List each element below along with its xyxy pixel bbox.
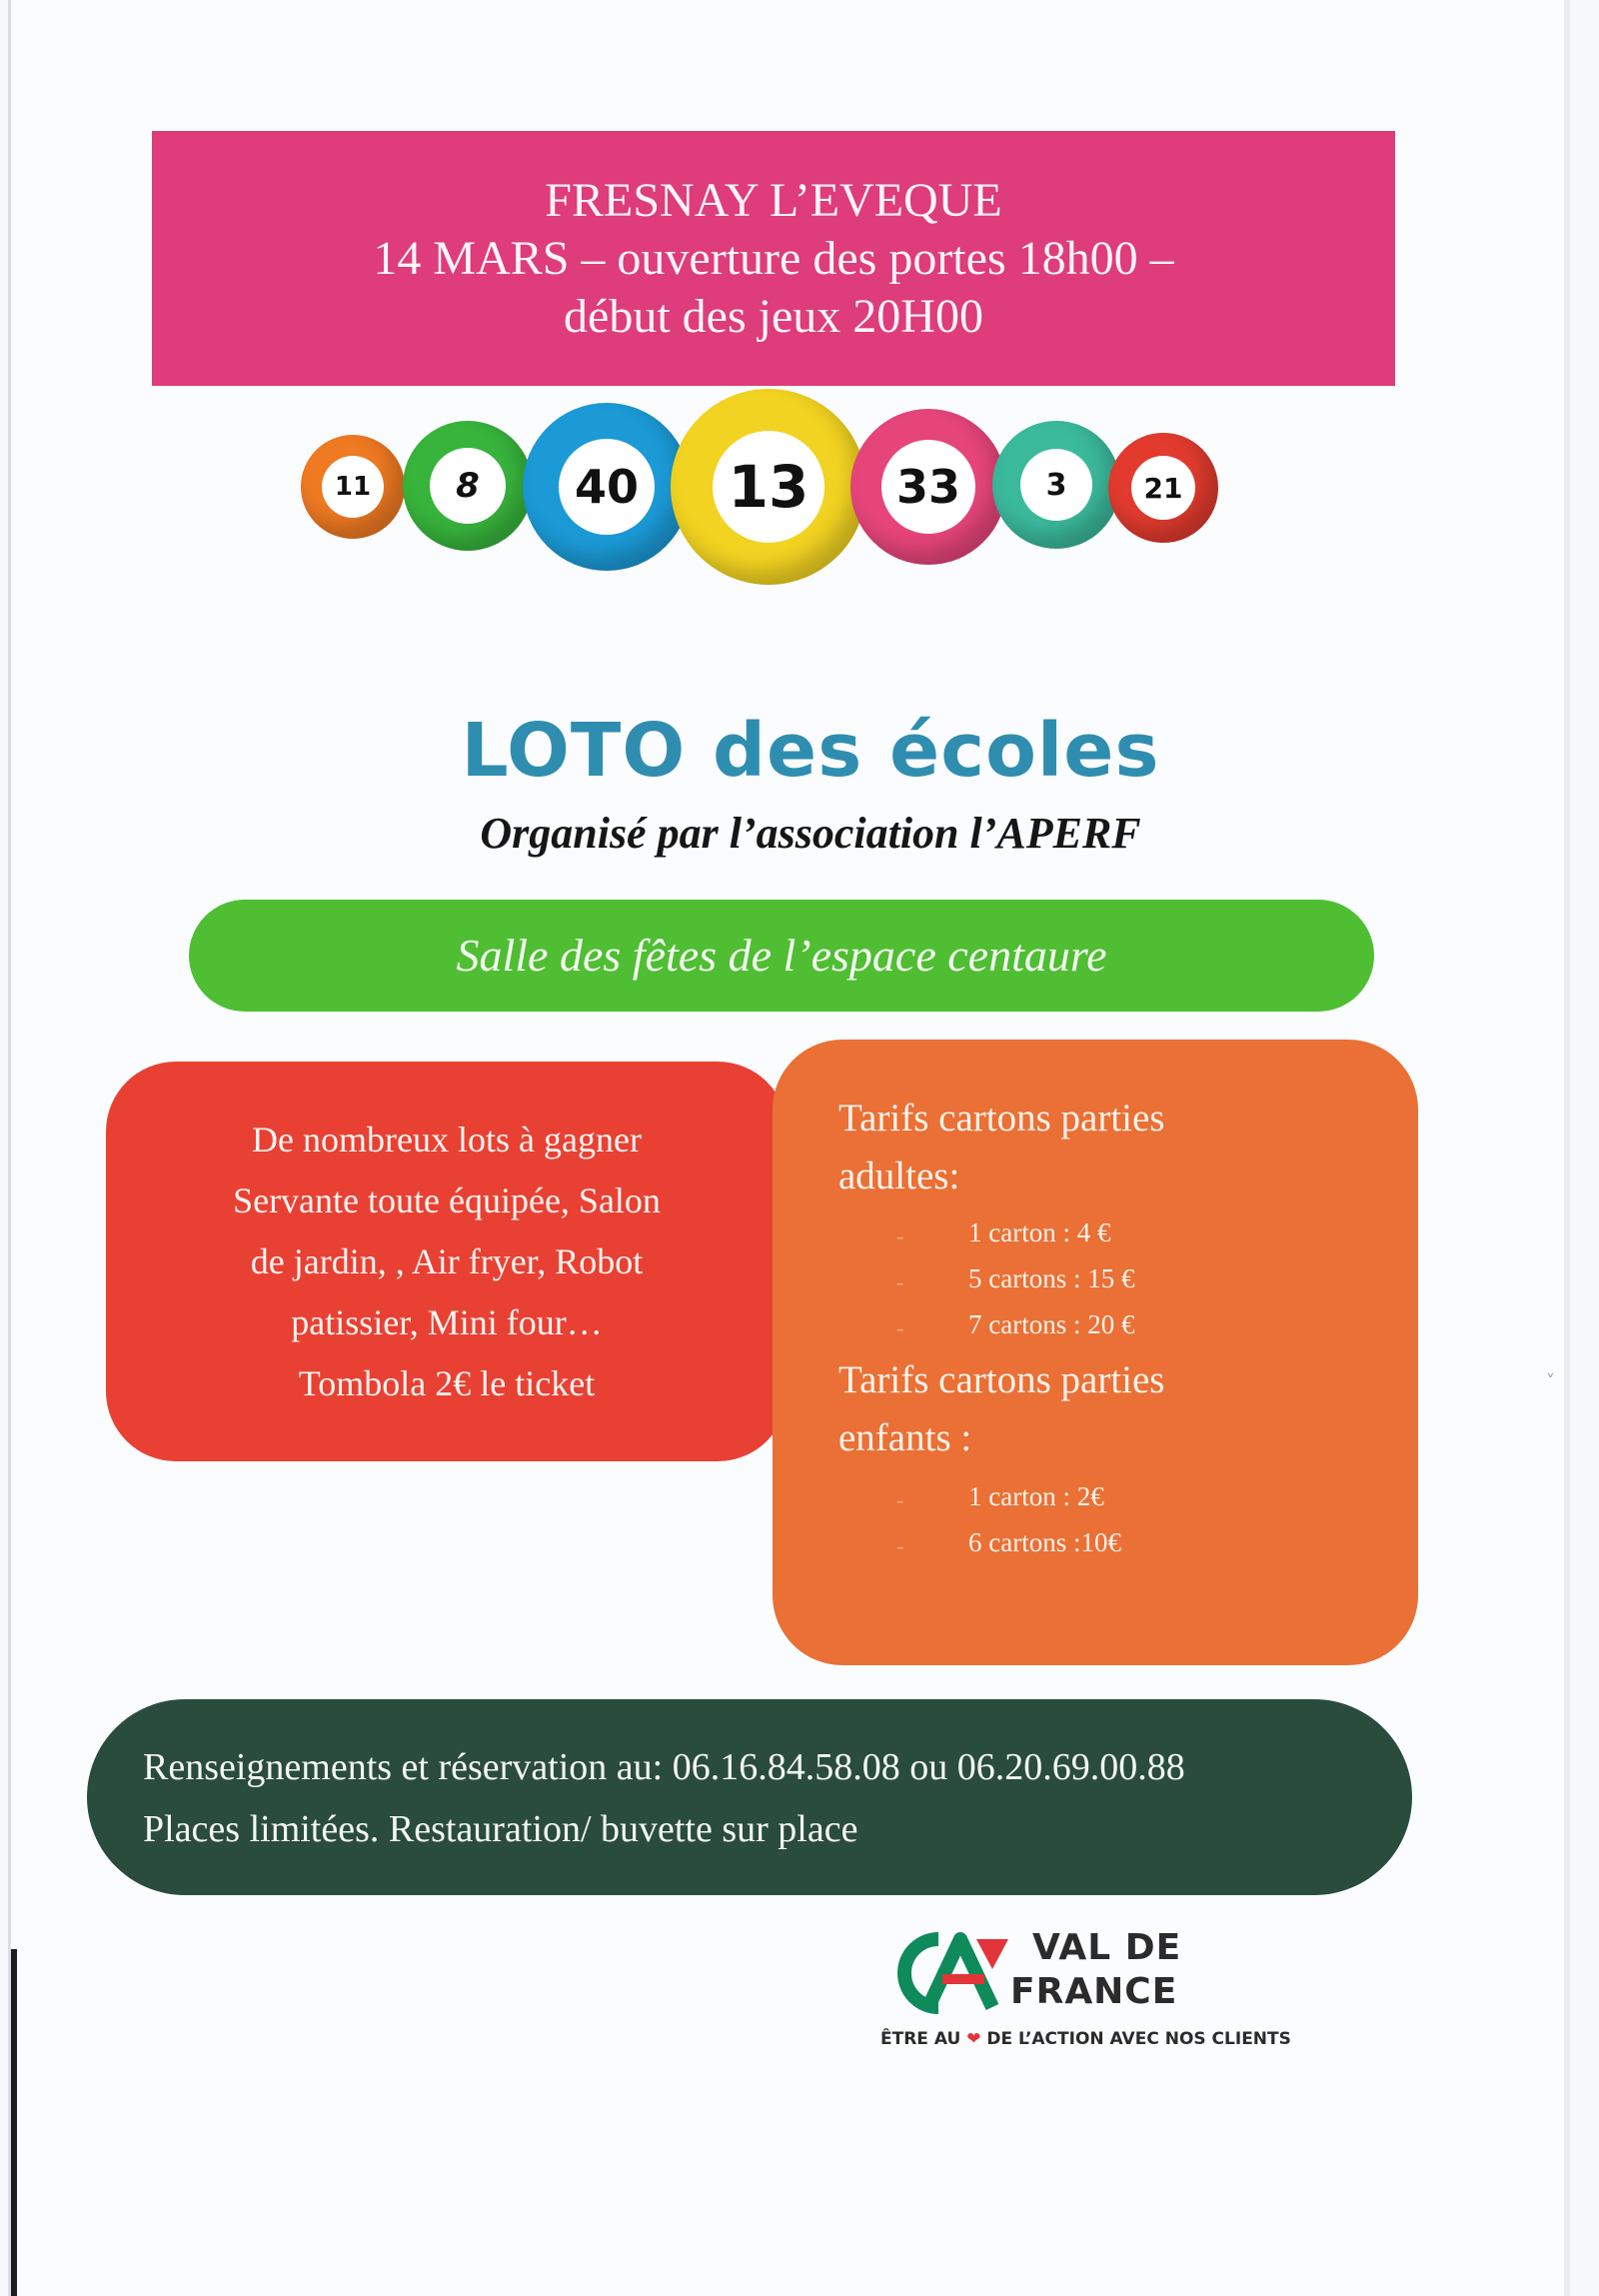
child-price-item: 1 carton : 2€ — [968, 1481, 1104, 1511]
ball-number: 8 — [430, 448, 506, 524]
child-price-item: 6 cartons :10€ — [968, 1527, 1121, 1557]
scan-speck: ˅ — [1546, 1371, 1555, 1392]
ball-number: 21 — [1131, 456, 1195, 520]
prices-box — [773, 1040, 1418, 1665]
adult-prices-heading-cont: adultes: — [838, 1154, 960, 1197]
list-bullet: - — [896, 1487, 904, 1512]
lottery-balls-image — [291, 385, 1230, 595]
reservation-phones: Renseignements et réservation au: 06.16.84.58.08 ou 06.20.69.00.88 — [143, 1746, 1185, 1788]
lottery-ball — [671, 389, 866, 585]
heart-icon: ❤ — [966, 2029, 981, 2049]
adult-price-item: 5 cartons : 15 € — [968, 1263, 1135, 1293]
prizes-line: Servante toute équipée, Salon — [233, 1179, 661, 1220]
practical-info: Places limitées. Restauration/ buvette sur place — [143, 1808, 858, 1850]
lottery-ball — [301, 435, 405, 539]
page-edge — [1564, 0, 1570, 2296]
flyer-page — [8, 0, 1570, 2296]
adult-prices-heading: Tarifs cartons parties — [838, 1097, 1165, 1140]
brand-line-2: FRANCE — [1010, 1971, 1178, 2012]
child-prices-heading-cont: enfants : — [838, 1416, 972, 1459]
ball-number: 40 — [559, 439, 655, 535]
list-bullet: - — [896, 1533, 904, 1558]
venue-pill: Salle des fêtes de l’espace centaure — [189, 900, 1374, 1012]
tagline-end: DE L’ACTION AVEC NOS CLIENTS — [986, 2029, 1291, 2049]
banner-location: FRESNAY L’EVEQUE — [545, 173, 1002, 227]
adult-price-item: 7 cartons : 20 € — [968, 1309, 1135, 1339]
lottery-ball — [850, 409, 1006, 565]
prizes-line: de jardin, , Air fryer, Robot — [250, 1240, 644, 1281]
banner-game-start: début des jeux 20H00 — [564, 289, 983, 343]
prizes-line: De nombreux lots à gagner — [252, 1119, 642, 1159]
lottery-ball — [403, 421, 533, 551]
scan-edge — [11, 1949, 17, 2296]
lottery-ball — [992, 421, 1120, 549]
list-bullet: - — [896, 1315, 904, 1340]
child-prices-heading: Tarifs cartons parties — [838, 1358, 1165, 1401]
ball-number: 11 — [322, 456, 384, 518]
ball-number: 13 — [713, 431, 824, 543]
prizes-line: patissier, Mini four… — [291, 1301, 603, 1342]
banner-date-opening: 14 MARS – ouverture des portes 18h00 – — [373, 231, 1174, 285]
brand-line-1: VAL DE — [1032, 1927, 1182, 1968]
lottery-ball — [1108, 433, 1218, 543]
contact-pill — [87, 1699, 1412, 1895]
prizes-box — [106, 1062, 788, 1461]
brand-tagline — [880, 2029, 1291, 2049]
ca-logo-mark-icon — [880, 1923, 1010, 2023]
lottery-ball — [523, 403, 691, 571]
organizer-line: Organisé par l’association l’APERF — [480, 809, 1141, 858]
credit-agricole-logo — [880, 1923, 1400, 2073]
adult-price-item: 1 carton : 4 € — [968, 1217, 1111, 1247]
ball-number: 33 — [881, 440, 975, 534]
ball-number: 3 — [1020, 449, 1092, 521]
tagline-start: ÊTRE AU — [880, 2029, 961, 2049]
flyer-title: LOTO des écoles — [461, 708, 1160, 794]
list-bullet: - — [896, 1269, 904, 1294]
list-bullet: - — [896, 1223, 904, 1248]
event-banner — [152, 131, 1395, 386]
raffle-line: Tombola 2€ le ticket — [298, 1362, 596, 1403]
